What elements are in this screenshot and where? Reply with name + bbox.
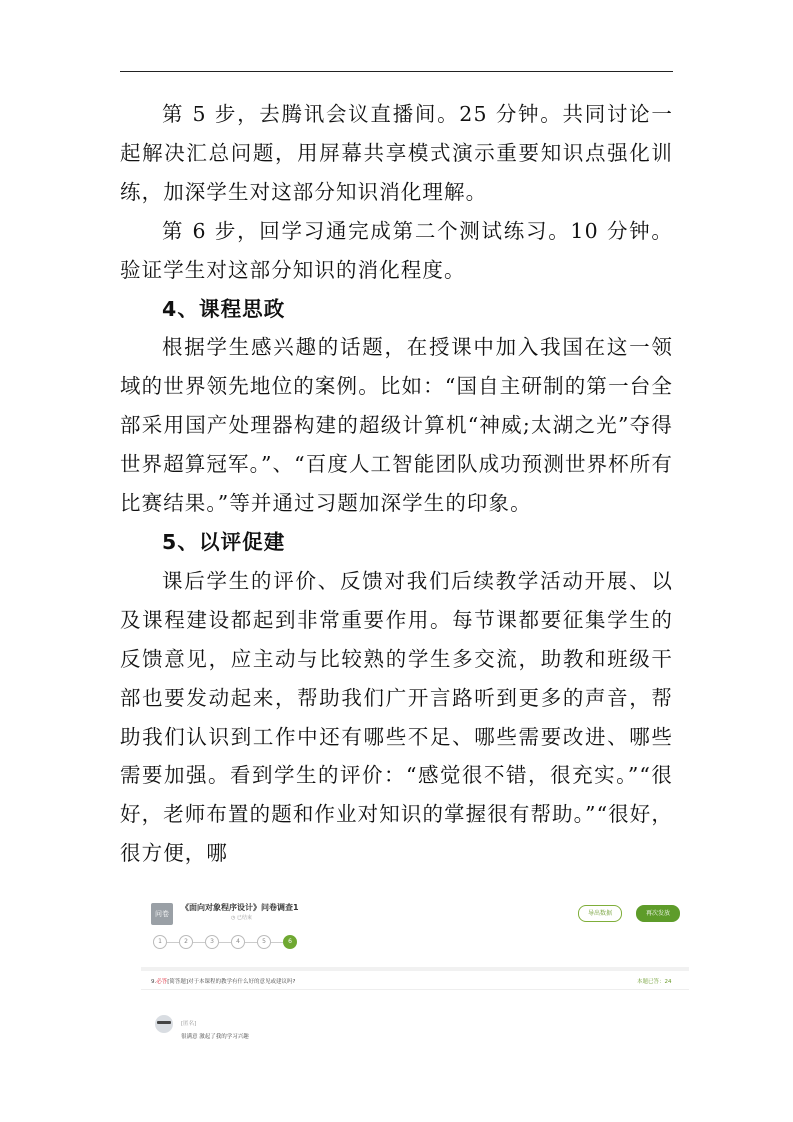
- step-connector: [193, 942, 205, 943]
- step-4[interactable]: 4: [231, 935, 245, 949]
- question-number: 9.: [151, 979, 157, 985]
- header-rule: [120, 71, 673, 72]
- responder-name: [匿名]: [181, 1021, 197, 1027]
- question-underline: [141, 989, 689, 990]
- step-connector: [167, 942, 179, 943]
- section-heading-ideology: 4、课程思政: [162, 296, 286, 321]
- resend-button[interactable]: 再次发放: [636, 905, 680, 922]
- question-text: [简答题]对于本课程的教学有什么好的意见或建议吗?: [167, 979, 296, 985]
- survey-title: 《面向对象程序设计》问卷调查1: [181, 903, 299, 912]
- survey-screenshot: [141, 893, 689, 1053]
- avatar: [155, 1015, 173, 1033]
- step-connector: [219, 942, 231, 943]
- answer-count: 本题已答：24: [637, 979, 672, 985]
- survey-status-text: 已结束: [236, 915, 252, 921]
- survey-status: [231, 914, 252, 921]
- survey-icon: 问卷: [151, 903, 173, 925]
- paragraph-ideology: 根据学生感兴趣的话题，在授课中加入我国在这一领域的世界领先地位的案例。比如：“国自主研制的第一台全部采用国产处理器构建的超级计算机“神威;太湖之光”夺得世界超算冠军。”、“百度人工智能团队成功预测世界杯所有比赛结果。”等并通过习题加深学生的印象。: [120, 335, 673, 516]
- paragraph-step6: 第 6 步，回学习通完成第二个测试练习。10 分钟。验证学生对这部分知识的消化程度。: [120, 218, 673, 282]
- step-connector: [245, 942, 257, 943]
- step-2[interactable]: 2: [179, 935, 193, 949]
- step-6[interactable]: 6: [283, 935, 297, 949]
- step-indicator: [153, 935, 297, 949]
- step-1[interactable]: 1: [153, 935, 167, 949]
- clock-icon: ◷: [231, 915, 236, 921]
- question-row: [151, 977, 295, 985]
- document-body: [120, 95, 673, 873]
- section-heading-evaluation: 5、以评促建: [162, 529, 286, 554]
- answer-text: 很满意 激起了我的学习兴趣: [181, 1034, 249, 1040]
- step-connector: [271, 942, 283, 943]
- required-badge: 必答: [156, 979, 168, 985]
- section-divider: [141, 967, 689, 971]
- step-3[interactable]: 3: [205, 935, 219, 949]
- paragraph-step5: 第 5 步，去腾讯会议直播间。25 分钟。共同讨论一起解决汇总问题，用屏幕共享模式演示重要知识点强化训练，加深学生对这部分知识消化理解。: [120, 102, 673, 204]
- step-5[interactable]: 5: [257, 935, 271, 949]
- paragraph-evaluation: 课后学生的评价、反馈对我们后续教学活动开展、以及课程建设都起到非常重要作用。每节课都要征集学生的反馈意见，应主动与比较熟的学生多交流，助教和班级干部也要发动起来，帮助我们广开言路听到更多的声音，帮助我们认识到工作中还有哪些不足、哪些需要改进、哪些需要加强。看到学生的评价：“感觉很不错，很充实。”“很好，老师布置的题和作业对知识的掌握很有帮助。”“很好，很方便，哪: [120, 568, 673, 866]
- export-data-button[interactable]: 导出数据: [578, 905, 622, 922]
